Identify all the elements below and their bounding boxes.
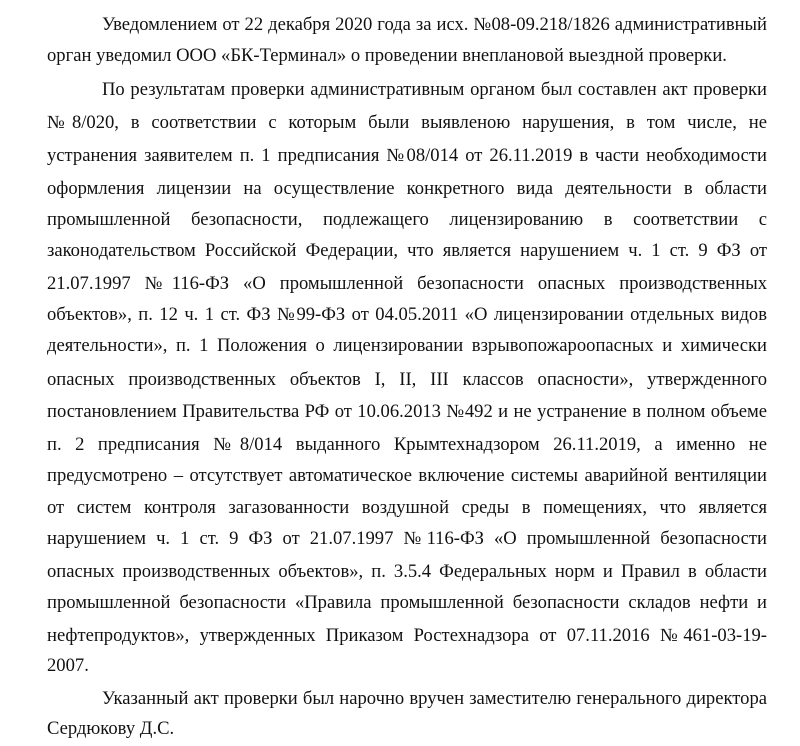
text-line: Уведомлением от 22 декабря 2020 года за исх. №08-09.218/1826 административный — [102, 14, 767, 35]
text-line: нефтепродуктов», утвержденных Приказом Ростехнадзора от 07.11.2016 №461-03-19- — [47, 625, 767, 646]
text-line: нарушением ч. 1 ст. 9 ФЗ от 21.07.1997 №116-ФЗ «О промышленной безопасности — [47, 528, 767, 549]
text-line: постановлением Правительства РФ от 10.06.2013 №492 и не устранение в полном объеме — [47, 401, 767, 422]
text-line: По результатам проверки административным органом был составлен акт проверки — [102, 79, 767, 100]
text-line: промышленной безопасности, подлежащего лицензированию в соответствии с — [47, 209, 767, 230]
text-line: орган уведомил ООО «БК-Терминал» о проведении внеплановой выездной проверки. — [47, 45, 727, 66]
text-line: деятельности», п. 1 Положения о лицензировании взрывопожароопасных и химически — [47, 335, 767, 356]
text-line: опасных производственных объектов», п. 3.5.4 Федеральных норм и Правил в области — [47, 561, 767, 582]
text-line: законодательством Российской Федерации, что является нарушением ч. 1 ст. 9 ФЗ от — [47, 240, 767, 261]
text-line: Сердюкову Д.С. — [47, 718, 175, 739]
text-line: 2007. — [47, 655, 89, 676]
text-line: оформления лицензии на осуществление конкретного вида деятельности в области — [47, 178, 767, 199]
text-line: устранения заявителем п. 1 предписания №08/014 от 26.11.2019 в части необходимости — [47, 145, 767, 166]
text-line: от систем контроля загазованности воздушной среды в помещениях, что является — [47, 497, 767, 518]
text-line: предусмотрено – отсутствует автоматическое включение системы аварийной вентиляции — [47, 465, 767, 486]
text-line: Указанный акт проверки был нарочно вручен заместителю генерального директора — [102, 688, 767, 709]
text-line: промышленной безопасности «Правила промышленной безопасности складов нефти и — [47, 592, 767, 613]
text-line: 21.07.1997 №116-ФЗ «О промышленной безопасности опасных производственных — [47, 273, 767, 294]
text-line: опасных производственных объектов I, II, III классов опасности», утвержденного — [47, 369, 767, 390]
text-line: №8/020, в соответствии с которым были выявленою нарушения, в том числе, не — [47, 112, 767, 133]
text-line: объектов», п. 12 ч. 1 ст. ФЗ №99-ФЗ от 04.05.2011 «О лицензировании отдельных видов — [47, 304, 767, 325]
text-line: п. 2 предписания №8/014 выданного Крымтехнадзором 26.11.2019, а именно не — [47, 434, 767, 455]
